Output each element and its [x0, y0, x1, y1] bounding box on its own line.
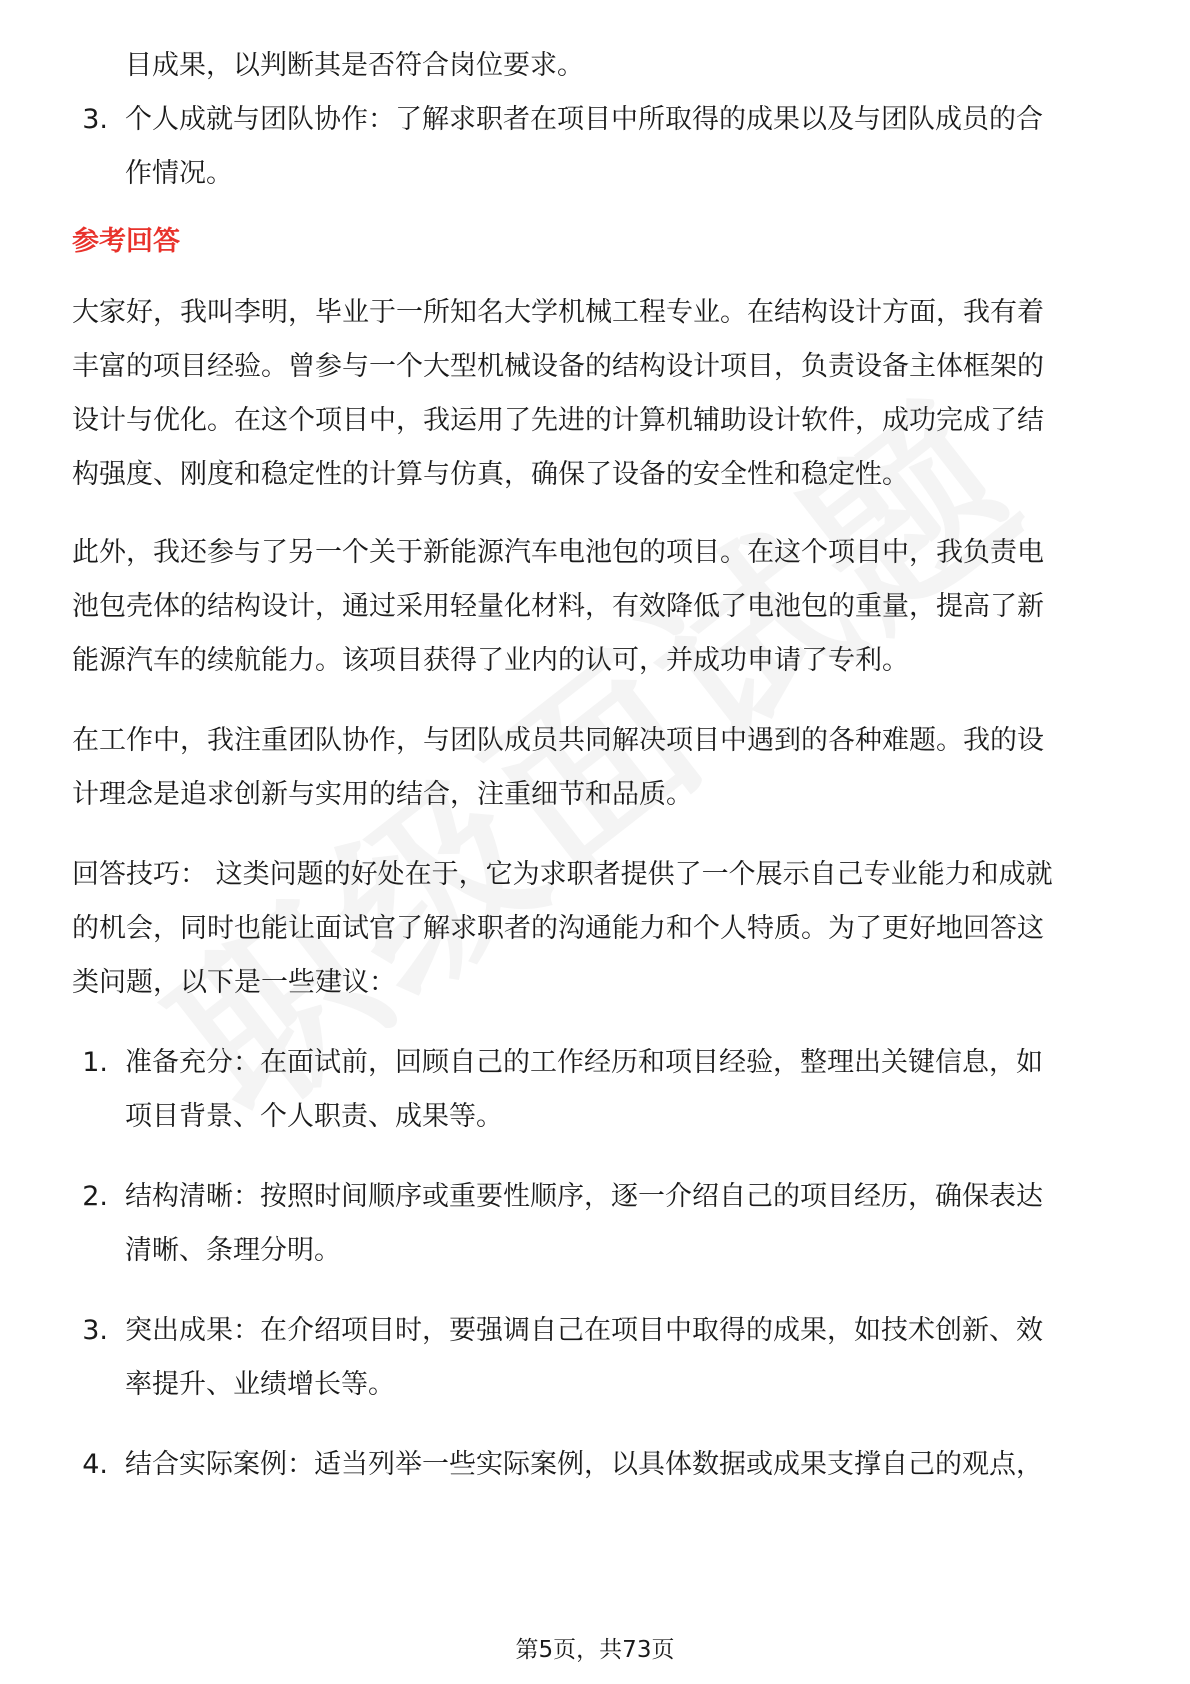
paragraph-2-line-1: 此外，我还参与了另一个关于新能源汽车电池包的项目。在这个项目中，我负责电: [72, 537, 1044, 568]
list-item-3-line-2: 作情况。: [125, 158, 233, 189]
tip-2-line-2: 清晰、条理分明。: [125, 1235, 341, 1266]
paragraph-1-line-2: 丰富的项目经验。曾参与一个大型机械设备的结构设计项目，负责设备主体框架的: [72, 351, 1044, 382]
page-footer: 第5页，共73页: [515, 1637, 675, 1663]
tip-number: 2.: [82, 1181, 108, 1212]
paragraph-4-line-3: 类问题，以下是一些建议：: [72, 967, 396, 998]
tip-4-line-1: 结合实际案例：适当列举一些实际案例，以具体数据或成果支撑自己的观点，: [125, 1449, 1043, 1480]
tip-number: 3.: [82, 1315, 108, 1346]
tip-number: 1.: [82, 1047, 108, 1078]
paragraph-3-line-2: 计理念是追求创新与实用的结合，注重细节和品质。: [72, 779, 693, 810]
paragraph-2-line-3: 能源汽车的续航能力。该项目获得了业内的认可，并成功申请了专利。: [72, 645, 909, 676]
tip-1-line-2: 项目背景、个人职责、成果等。: [125, 1101, 503, 1132]
paragraph-1-line-1: 大家好，我叫李明，毕业于一所知名大学机械工程专业。在结构设计方面，我有着: [72, 297, 1044, 328]
tip-1-line-1: 准备充分：在面试前，回顾自己的工作经历和项目经验，整理出关键信息，如: [125, 1047, 1043, 1078]
paragraph-4-line-2: 的机会，同时也能让面试官了解求职者的沟通能力和个人特质。为了更好地回答这: [72, 913, 1044, 944]
paragraph-3-line-1: 在工作中，我注重团队协作，与团队成员共同解决项目中遇到的各种难题。我的设: [72, 725, 1044, 756]
paragraph-4-line-1: 回答技巧： 这类问题的好处在于，它为求职者提供了一个展示自己专业能力和成就: [72, 859, 1053, 890]
tip-3-line-1: 突出成果：在介绍项目时，要强调自己在项目中取得的成果，如技术创新、效: [125, 1315, 1043, 1346]
paragraph-2-line-2: 池包壳体的结构设计，通过采用轻量化材料，有效降低了电池包的重量，提高了新: [72, 591, 1044, 622]
tip-3-line-2: 率提升、业绩增长等。: [125, 1369, 395, 1400]
list-item-2-continuation: 目成果，以判断其是否符合岗位要求。: [125, 50, 584, 81]
list-number: 3.: [82, 104, 108, 135]
paragraph-1-line-3: 设计与优化。在这个项目中，我运用了先进的计算机辅助设计软件，成功完成了结: [72, 405, 1044, 436]
list-item-3-line-1: 个人成就与团队协作：了解求职者在项目中所取得的成果以及与团队成员的合: [125, 104, 1043, 135]
tip-2-line-1: 结构清晰：按照时间顺序或重要性顺序，逐一介绍自己的项目经历，确保表达: [125, 1181, 1043, 1212]
section-heading: 参考回答: [72, 226, 180, 257]
paragraph-1-line-4: 构强度、刚度和稳定性的计算与仿真，确保了设备的安全性和稳定性。: [72, 459, 909, 490]
tip-number: 4.: [82, 1449, 108, 1480]
